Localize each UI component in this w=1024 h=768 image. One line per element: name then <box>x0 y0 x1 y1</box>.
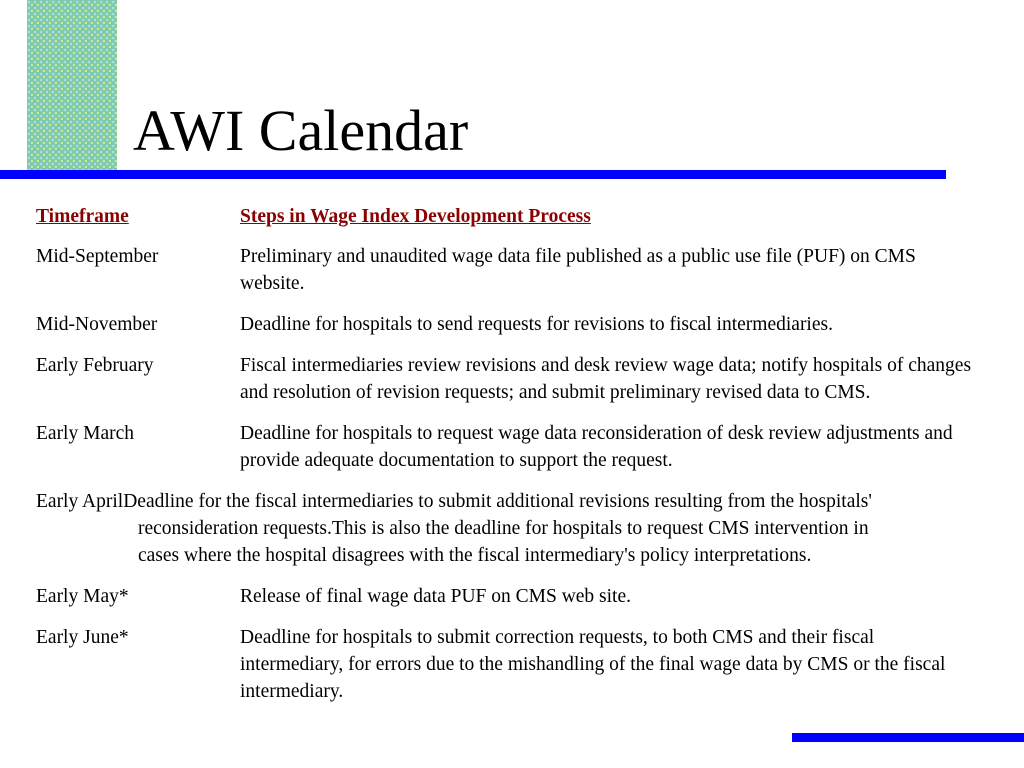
decorative-pattern-block <box>27 0 117 178</box>
slide-title: AWI Calendar <box>133 98 469 163</box>
timeframe-cell: Early February <box>36 355 154 376</box>
step-cell: Preliminary and unaudited wage data file published as a public use file (PUF) on CMS website. <box>240 246 916 294</box>
step-cell: Deadline for the fiscal intermediaries to submit additional revisions resulting from the hospitals' reconsideration requests.This is also the deadline for hospitals to request CMS intervention in cases where the hospital disagrees with the fiscal intermediary's policy interpretations. <box>123 491 872 566</box>
timeframe-cell: Mid-September <box>36 246 159 267</box>
step-cell-inline <box>36 488 878 569</box>
timeframe-column-header: Timeframe <box>36 206 129 227</box>
timeframe-cell: Early April <box>36 491 124 512</box>
steps-column-header: Steps in Wage Index Development Process <box>240 206 591 227</box>
table-row <box>36 488 986 569</box>
calendar-table <box>36 203 986 719</box>
table-row <box>36 583 986 610</box>
table-row <box>36 352 986 406</box>
table-row <box>36 624 986 705</box>
timeframe-cell: Early March <box>36 423 134 444</box>
table-row <box>36 311 986 338</box>
step-cell: Release of final wage data PUF on CMS web site. <box>240 586 632 607</box>
step-cell: Deadline for hospitals to request wage data reconsideration of desk review adjustments and provide adequate documentation to support the request. <box>240 423 953 471</box>
step-cell: Deadline for hospitals to submit correction requests, to both CMS and their fiscal intermediary, for errors due to the mishandling of the final wage data by CMS or the fiscal intermediary. <box>240 627 946 702</box>
table-row <box>36 243 986 297</box>
table-header-row <box>36 203 986 230</box>
timeframe-cell: Mid-November <box>36 314 158 335</box>
title-underline-rule <box>0 170 946 179</box>
step-cell: Fiscal intermediaries review revisions and desk review wage data; notify hospitals of changes and resolution of revision requests; and submit preliminary revised data to CMS. <box>240 355 972 403</box>
table-row <box>36 420 986 474</box>
bottom-accent-rule <box>792 733 1024 742</box>
timeframe-cell: Early June* <box>36 627 129 648</box>
timeframe-cell: Early May* <box>36 586 129 607</box>
step-cell: Deadline for hospitals to send requests for revisions to fiscal intermediaries. <box>240 314 833 335</box>
